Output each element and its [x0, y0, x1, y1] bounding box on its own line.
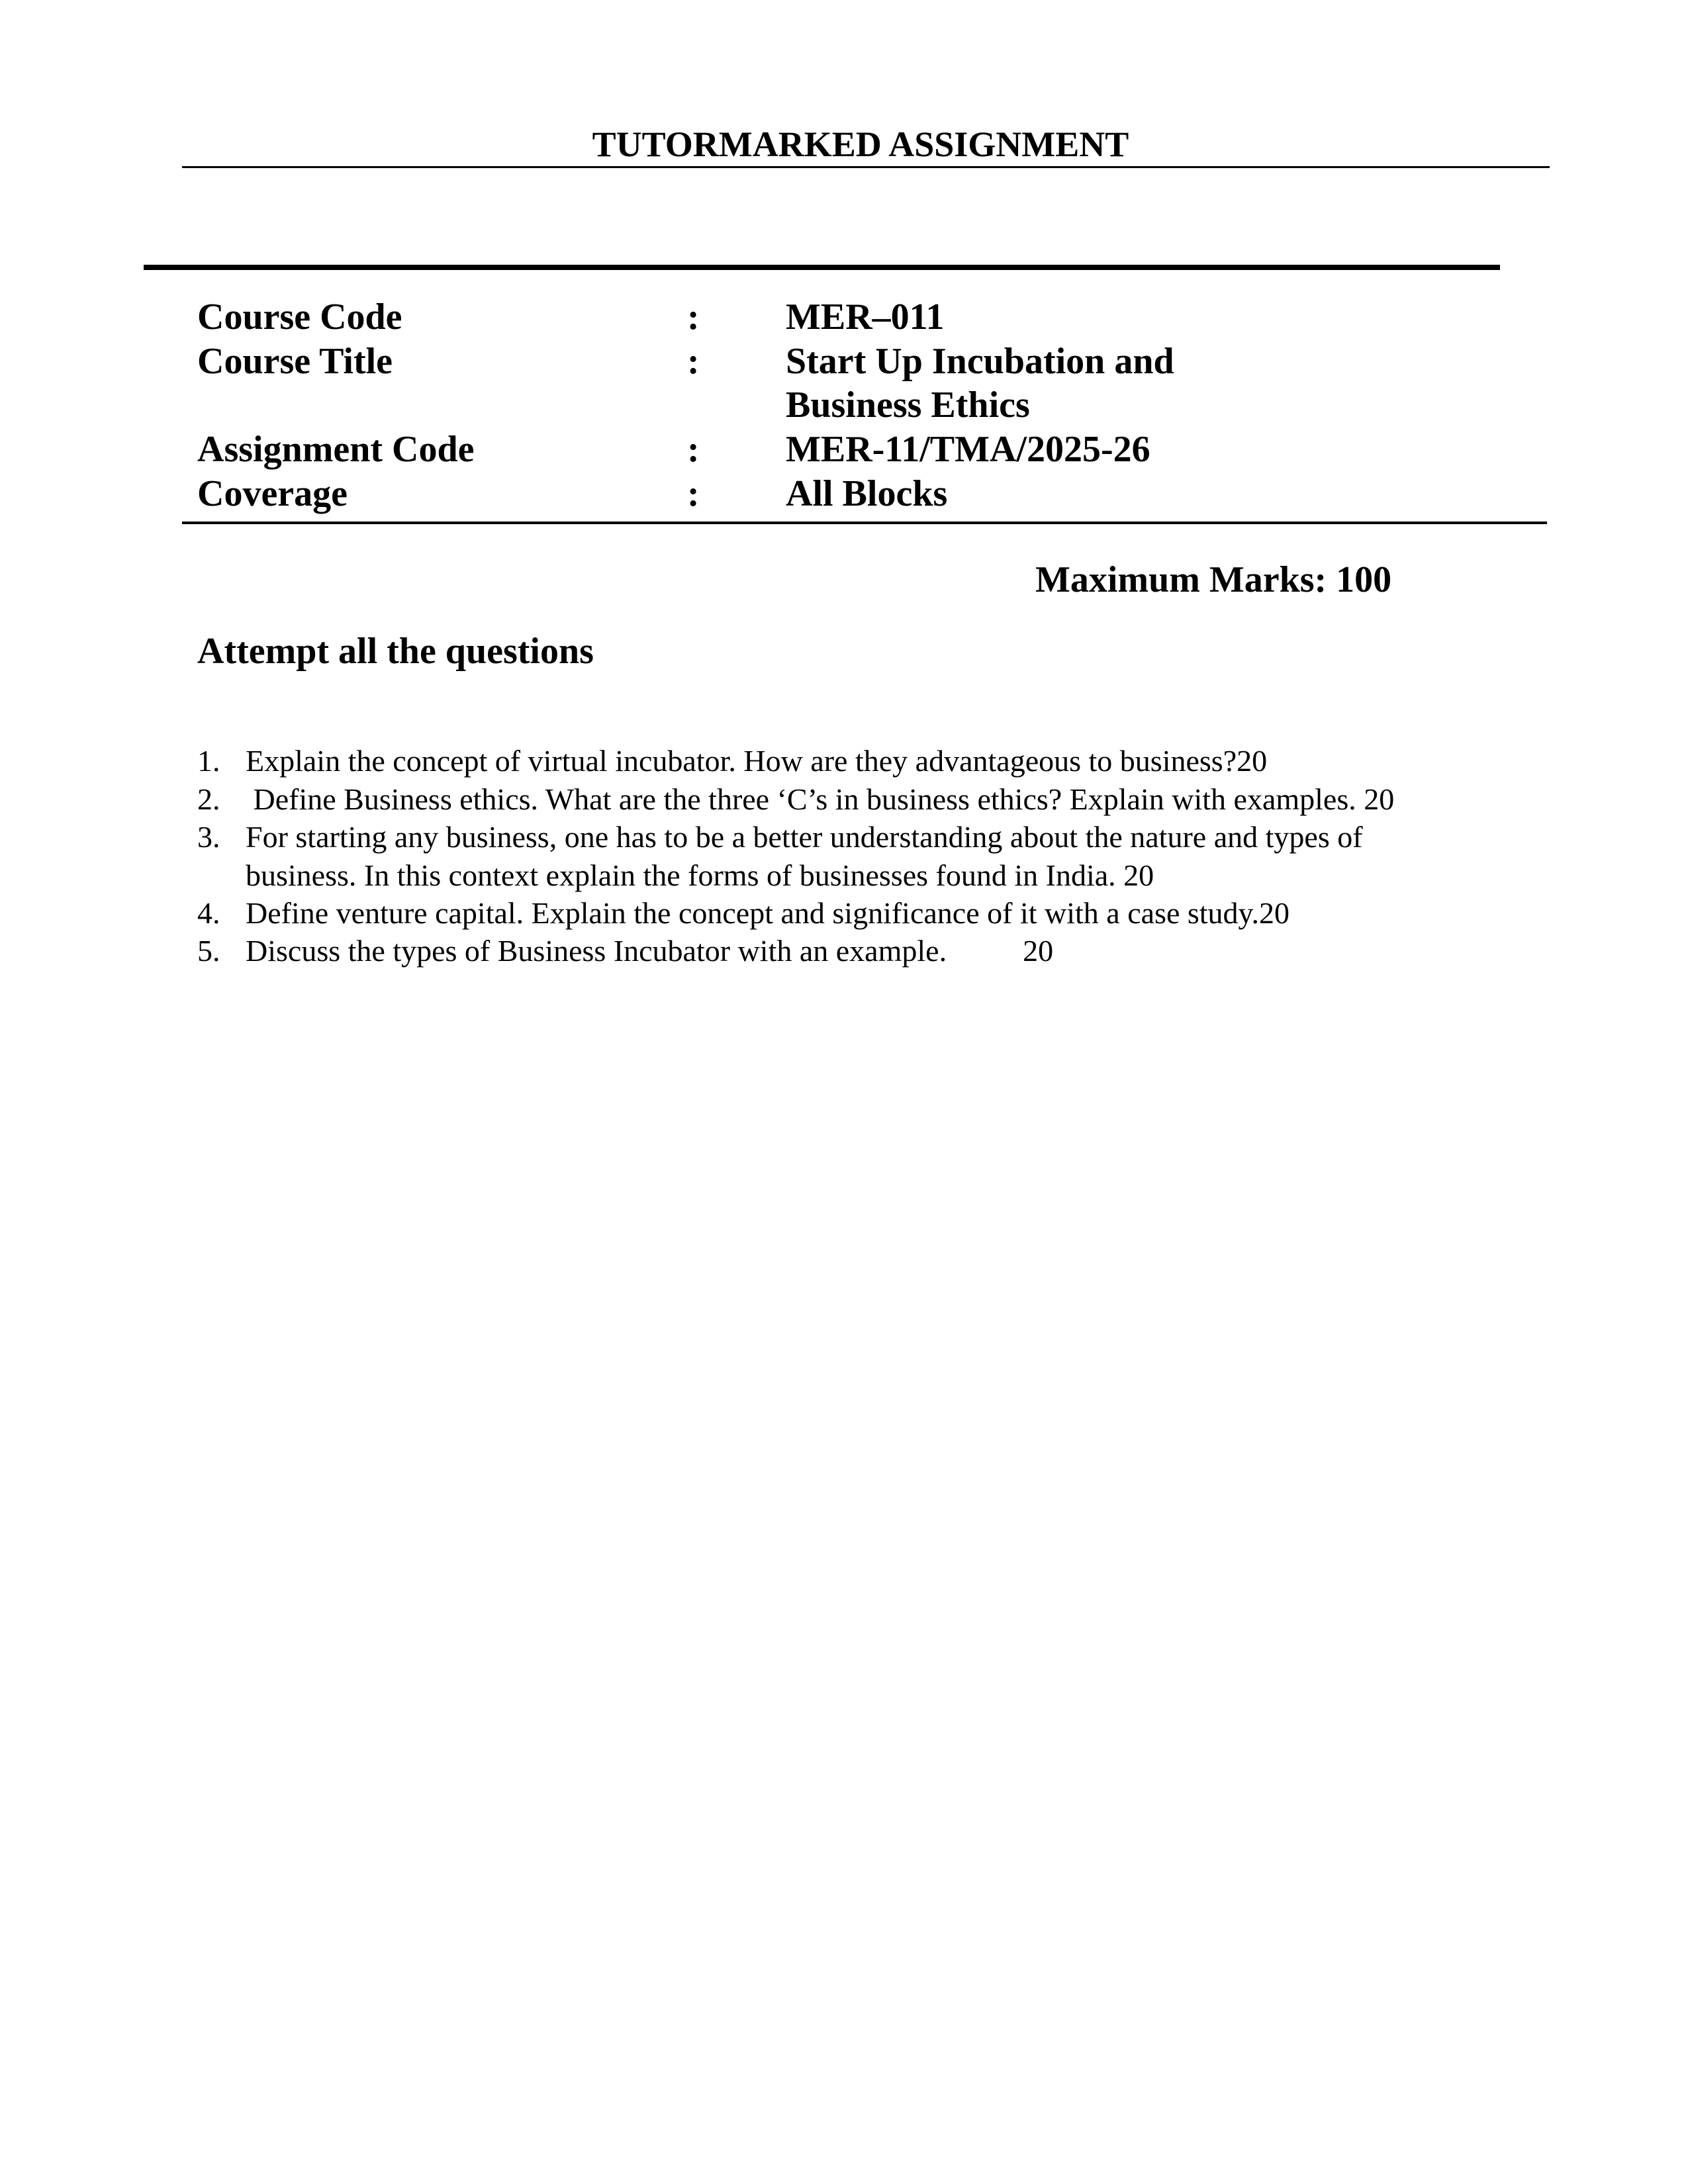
- question-number: 1.: [197, 744, 220, 778]
- course-title-label: Course Title: [197, 341, 393, 382]
- title-divider: [182, 166, 1550, 168]
- question-text: Explain the concept of virtual incubator. How are they advantageous to business?20: [246, 744, 1268, 778]
- question-number: 4.: [197, 896, 220, 930]
- course-title-value: Start Up Incubation and: [786, 341, 1174, 382]
- info-divider: [182, 522, 1547, 524]
- question-text: For starting any business, one has to be a better understanding about the nature and types of: [246, 820, 1363, 854]
- colon: :: [687, 296, 700, 338]
- course-title-value-line2: Business Ethics: [786, 385, 1030, 426]
- question-number: 5.: [197, 934, 220, 968]
- question-text: Discuss the types of Business Incubator with an example. 20: [246, 934, 1054, 968]
- colon: :: [687, 429, 700, 470]
- instruction-heading: Attempt all the questions: [197, 631, 594, 672]
- course-title-row-continued: [0, 383, 1688, 427]
- coverage-row: [0, 472, 1688, 516]
- assignment-code-value: MER-11/TMA/2025-26: [786, 429, 1150, 470]
- course-code-value: MER–011: [786, 296, 945, 338]
- course-title-row: [0, 340, 1688, 383]
- question-number: 2.: [197, 782, 220, 816]
- colon: :: [687, 473, 700, 514]
- maximum-marks: Maximum Marks: 100: [1035, 559, 1392, 600]
- section-divider-thick: [144, 265, 1500, 270]
- colon: :: [687, 341, 700, 382]
- page-title: TUTORMARKED ASSIGNMENT: [592, 124, 1129, 164]
- question-number: 3.: [197, 820, 220, 854]
- course-code-label: Course Code: [197, 296, 402, 338]
- coverage-label: Coverage: [197, 473, 348, 514]
- assignment-code-label: Assignment Code: [197, 429, 475, 470]
- question-text-line2: business. In this context explain the forms of businesses found in India. 20: [246, 858, 1154, 892]
- question-text: Define Business ethics. What are the three ‘C’s in business ethics? Explain with examples. 20: [246, 782, 1395, 816]
- assignment-code-row: [0, 428, 1688, 471]
- course-code-row: [0, 295, 1688, 339]
- question-text: Define venture capital. Explain the concept and significance of it with a case study.20: [246, 896, 1290, 930]
- coverage-value: All Blocks: [786, 473, 948, 514]
